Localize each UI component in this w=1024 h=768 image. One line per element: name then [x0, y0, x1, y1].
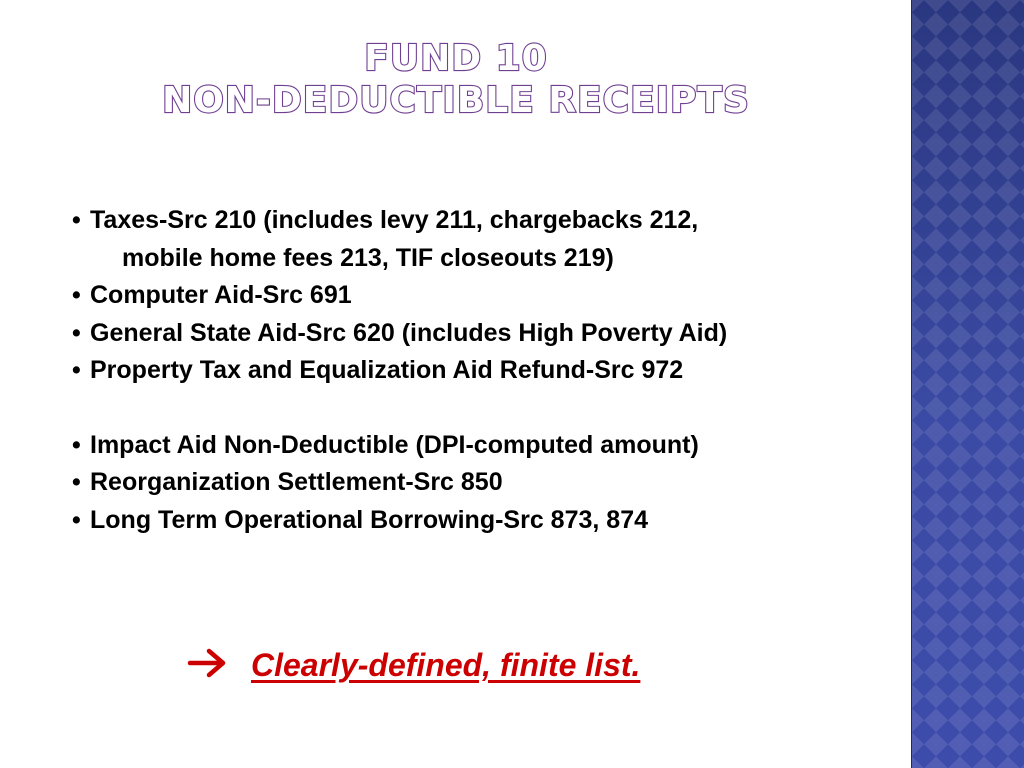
- bullet-text: Property Tax and Equalization Aid Refund-Src 972: [90, 356, 684, 384]
- bullet-marker: •: [72, 206, 81, 234]
- title-line-2: NON-DEDUCTIBLE RECEIPTS: [162, 80, 750, 121]
- decorative-sidebar: [912, 0, 1024, 768]
- title-line-1: FUND 10: [364, 38, 548, 79]
- list-item: [72, 464, 902, 502]
- bullet-marker: •: [72, 468, 81, 496]
- bullet-text: Computer Aid-Src 691: [90, 281, 352, 309]
- list-item: [72, 315, 902, 353]
- bullet-marker: •: [72, 356, 81, 384]
- list-item: [72, 277, 902, 315]
- bullet-text: General State Aid-Src 620 (includes High Poverty Aid): [90, 318, 728, 347]
- bullet-marker: •: [72, 505, 81, 534]
- conclusion-text: Clearly-defined, finite list.: [251, 647, 641, 683]
- list-item: [72, 427, 902, 465]
- bullet-list: [72, 202, 902, 539]
- conclusion: [187, 645, 640, 685]
- list-item: [72, 502, 902, 540]
- bullet-text-continuation: mobile home fees 213, TIF closeouts 219): [122, 243, 614, 272]
- bullet-text: Taxes-Src 210 (includes levy 211, chargebacks 212,: [90, 206, 699, 234]
- bullet-text: Long Term Operational Borrowing-Src 873, 874: [90, 505, 648, 534]
- bullet-text: Impact Aid Non-Deductible (DPI-computed amount): [90, 430, 699, 459]
- bullet-marker: •: [72, 281, 81, 309]
- list-item: [72, 352, 902, 390]
- arrow-right-icon: [187, 646, 231, 680]
- bullet-marker: •: [72, 318, 81, 347]
- bullet-text: Reorganization Settlement-Src 850: [90, 468, 503, 496]
- list-item: [72, 202, 902, 277]
- slide-title: [0, 38, 912, 122]
- bullet-marker: •: [72, 430, 81, 459]
